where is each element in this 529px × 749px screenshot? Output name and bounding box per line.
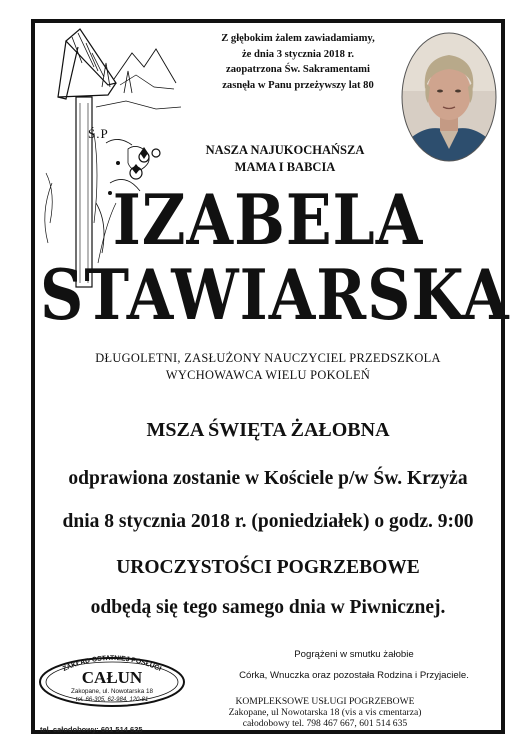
stamp-bottom-phone: tel. całodobowy: 601 514 635 — [40, 725, 143, 734]
notice-line: zaopatrzona Św. Sakramentami — [226, 64, 370, 75]
stamp-phones: tel. 66-305, 62-984, 120-81 — [75, 697, 149, 703]
mourners-line: Pogrążeni w smutku żałobie — [294, 649, 414, 660]
deceased-last-name: STAWIARSKA — [40, 255, 510, 337]
relation-line: NASZA NAJUKOCHAŃSZA — [205, 143, 365, 157]
notice-line: że dnia 3 stycznia 2018 r. — [241, 48, 354, 60]
stamp-address: Zakopane, ul. Nowotarska 18 — [71, 688, 153, 695]
death-notice — [190, 31, 406, 93]
funeral-home-stamp — [36, 652, 188, 708]
funeral-company-info — [168, 696, 482, 729]
mass-title: MSZA ŚWIĘTA ŻAŁOBNA — [146, 419, 390, 441]
funeral-title: UROCZYSTOŚCI POGRZEBOWE — [116, 557, 420, 578]
company-line: KOMPLEKSOWE USŁUGI POGRZEBOWE — [235, 696, 415, 707]
deceased-first-name: IZABELA — [112, 180, 424, 262]
sp-label: Ś.P — [88, 126, 109, 141]
funeral-detail: odbędą się tego samego dnia w Piwnicznej. — [90, 597, 446, 618]
role-line: WYCHOWAWCA WIELU POKOLEŃ — [165, 368, 371, 382]
company-line: Zakopane, ul Nowotarska 18 (vis a vis cmentarza) — [228, 707, 422, 718]
notice-line: zasnęła w Panu przeżywszy lat 80 — [222, 79, 374, 91]
mass-date: dnia 8 stycznia 2018 r. (poniedziałek) o godz. 9:00 — [62, 511, 474, 532]
stamp-arc-text: ZAKŁAD OSTATNIEJ POSŁUGI — [61, 654, 163, 673]
relation-heading — [200, 142, 370, 176]
deceased-role — [40, 350, 496, 384]
notice-line: Z głębokim żalem zawiadamiamy, — [221, 33, 375, 44]
company-line: całodobowy tel. 798 467 667, 601 514 635 — [242, 718, 408, 729]
portrait-photo — [400, 31, 498, 164]
mourners-line: Córka, Wnuczka oraz pozostała Rodzina i Przyjaciele. — [239, 670, 469, 681]
role-line: DŁUGOLETNI, ZASŁUŻONY NAUCZYCIEL PRZEDSZKOLA — [95, 351, 441, 365]
stamp-brand: CAŁUN — [81, 668, 143, 687]
mass-place: odprawiona zostanie w Kościele p/w Św. Krzyża — [68, 468, 468, 489]
relation-line: MAMA I BABCIA — [234, 160, 336, 174]
mourners-signature — [214, 644, 494, 686]
